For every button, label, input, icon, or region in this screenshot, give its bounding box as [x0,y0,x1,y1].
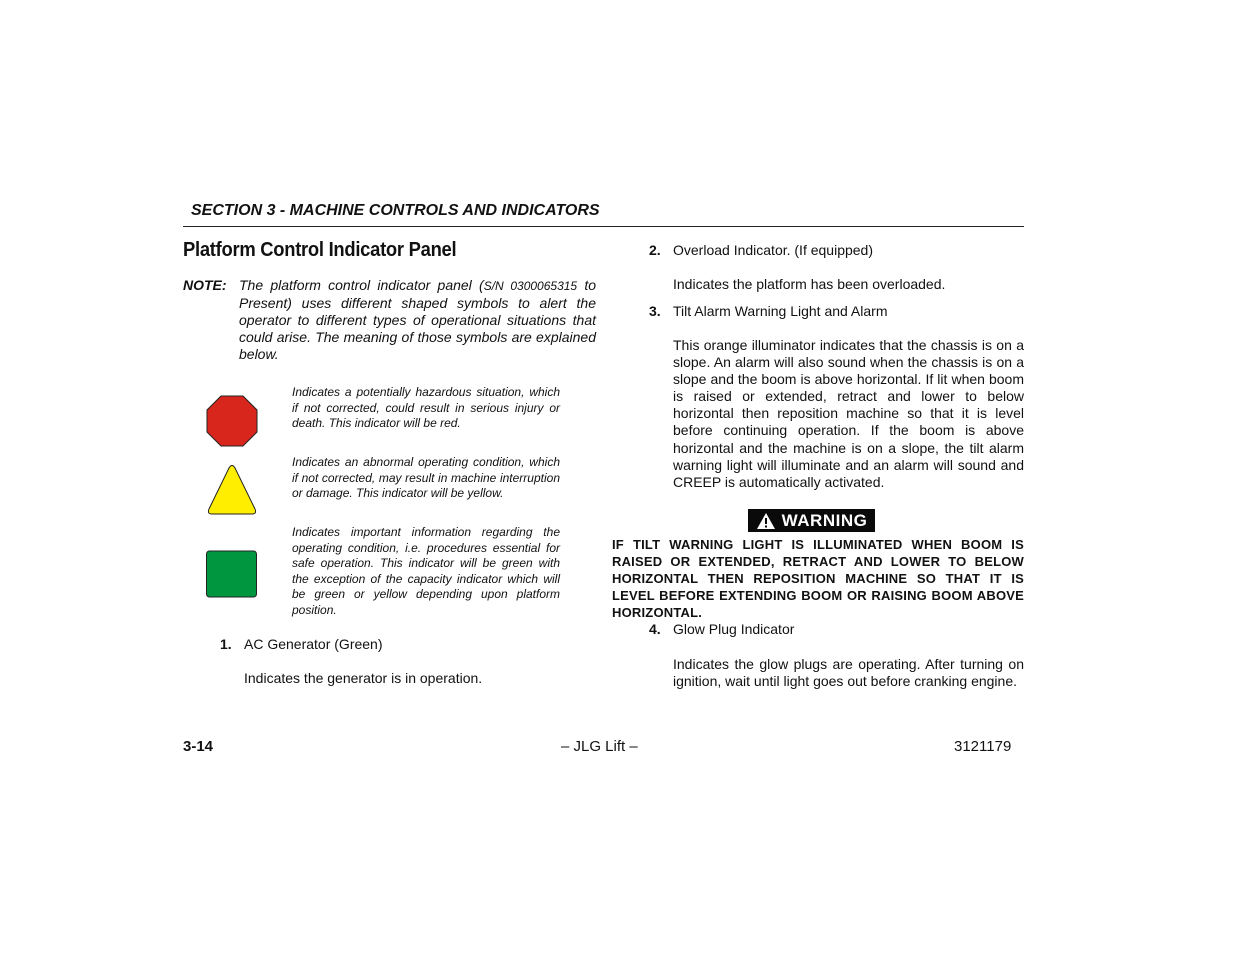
red-octagon-icon [205,395,259,447]
item-1-number: 1. [220,636,232,652]
warning-triangle-icon [756,512,776,530]
footer-center: – JLG Lift – [561,738,638,755]
document-number: 3121179 [954,738,1012,755]
item-3-number: 3. [649,303,661,319]
yellow-triangle-icon [205,464,259,516]
indicator-red-description: Indicates a potentially hazardous situation, which if not corrected, could result in serious injury or death. This indicator will be red. [292,385,560,430]
note-text-pre: The platform control indicator panel ( [239,277,484,293]
note-text-post: to [577,277,597,293]
item-4-title: Glow Plug Indicator [673,621,795,637]
note-block [183,277,596,363]
page-heading: Platform Control Indicator Panel [183,239,457,261]
note-rest: Present) uses different shaped symbols to alert the operator to different types of operational situations that could arise. The meaning of those symbols are explained below. [239,295,596,362]
item-4-description: Indicates the glow plugs are operating. After turning on ignition, wait until light goes out before cranking engine. [673,656,1024,690]
item-4-number: 4. [649,621,661,637]
note-first-line [239,277,596,295]
section-title: SECTION 3 - MACHINE CONTROLS AND INDICATORS [191,202,600,219]
item-1-title: AC Generator (Green) [244,636,383,652]
green-square-icon [205,550,259,598]
item-2-description: Indicates the platform has been overloaded. [673,276,946,292]
note-label: NOTE: [183,277,227,293]
indicator-green-description: Indicates important information regarding the operating condition, i.e. procedures essential for safe operation. This indicator will be green with the exception of the capacity indicator which will be green or yellow depending upon platform position. [292,525,560,617]
page-number: 3-14 [183,738,214,755]
note-serial: S/N 0300065315 [483,279,578,293]
item-2-number: 2. [649,242,661,258]
item-2-title: Overload Indicator. (If equipped) [673,242,874,258]
item-1-description: Indicates the generator is in operation. [244,670,483,686]
header-rule [183,226,1024,227]
item-3-title: Tilt Alarm Warning Light and Alarm [673,303,888,319]
warning-badge [748,509,875,532]
warning-label: WARNING [781,510,868,530]
indicator-yellow-description: Indicates an abnormal operating condition, which if not corrected, may result in machine interruption or damage. This indicator will be yellow. [292,455,560,500]
item-3-description: This orange illuminator indicates that the chassis is on a slope. An alarm will also sound when the chassis is on a slope and the boom is above horizontal. If lit when boom is raised or extended, retract and lower to below horizontal then reposition machine so that it is level before continuing operation. If the boom is above horizontal and the machine is on a slope, the tilt alarm warning light will illuminate and an alarm will sound and CREEP is automatically activated. [673,337,1024,490]
warning-text: IF TILT WARNING LIGHT IS ILLUMINATED WHEN BOOM IS RAISED OR EXTENDED, RETRACT AND LOWER TO BELOW HORIZONTAL THEN REPOSITION MACHINE SO THAT IT IS LEVEL BEFORE EXTENDING BOOM OR RAISING BOOM ABOVE HORIZONTAL. [612,537,1024,621]
